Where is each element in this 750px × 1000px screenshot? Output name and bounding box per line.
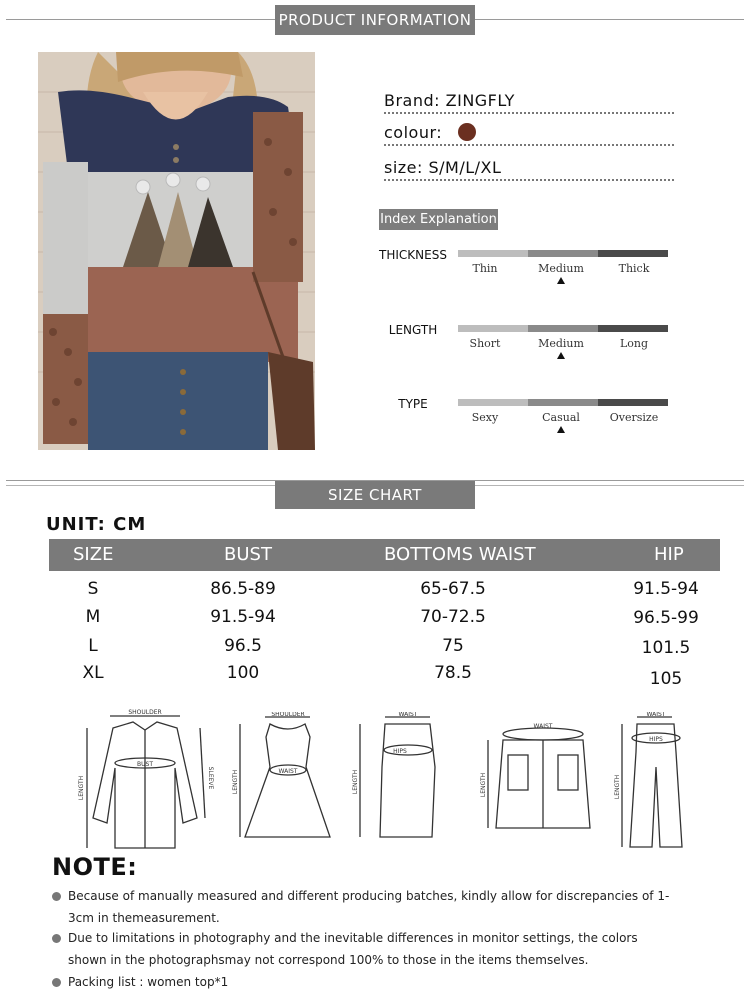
size-cell: 86.5-89 xyxy=(210,579,276,599)
brand-line xyxy=(384,91,674,110)
size-cell: 75 xyxy=(442,636,464,656)
size-chart-header: SIZE CHART xyxy=(275,481,475,509)
product-information-header: PRODUCT INFORMATION xyxy=(275,5,475,35)
note-3: Packing list : women top*1 xyxy=(68,975,229,989)
note-bullet-1 xyxy=(52,892,61,901)
size-cell: 78.5 xyxy=(434,663,472,683)
size-cell: 101.5 xyxy=(641,638,691,658)
size-cell: L xyxy=(88,636,98,656)
dress-shoulder-label: SHOULDER xyxy=(271,712,305,718)
size-cell: 96.5-99 xyxy=(633,608,699,628)
skirt-waist-label: WAIST xyxy=(398,712,418,718)
pants-waist-label: WAIST xyxy=(646,712,666,718)
scale-bar-segment xyxy=(458,250,528,257)
col-bottoms-waist: BOTTOMS WAIST xyxy=(384,544,536,565)
size-cell: XL xyxy=(82,663,104,683)
dress-diagram xyxy=(230,712,340,847)
scale-tick-label: Oversize xyxy=(609,411,659,424)
brand-text: Brand: ZINGFLY xyxy=(384,91,515,110)
size-cell: 96.5 xyxy=(224,636,262,656)
size-line xyxy=(384,158,674,177)
scale-bar-segment xyxy=(458,325,528,332)
size-cell: S xyxy=(87,579,99,599)
scale-tick-label: Sexy xyxy=(471,411,499,424)
colour-line xyxy=(384,123,674,142)
size-cell: 105 xyxy=(649,669,683,689)
colour-swatch xyxy=(458,123,476,141)
scale-tick-label: Short xyxy=(469,337,501,350)
skirt-hips-label: HIPS xyxy=(393,748,407,755)
scale-tick-label: Thick xyxy=(618,262,650,275)
scale-name-type: TYPE xyxy=(398,397,428,411)
colour-label: colour: xyxy=(384,123,443,142)
jacket-sleeve-label: SLEEVE xyxy=(207,766,214,790)
col-size: SIZE xyxy=(73,544,114,565)
size-cell: M xyxy=(85,607,101,627)
scale-bar-segment xyxy=(598,399,668,406)
size-text: size: S/M/L/XL xyxy=(384,158,502,177)
skirt-length-label: LENGTH xyxy=(352,769,359,795)
scale-selected-arrow xyxy=(557,277,565,284)
scale-name-length: LENGTH xyxy=(388,323,438,337)
scale-tick-label: Casual xyxy=(542,411,580,424)
note-title: NOTE: xyxy=(52,853,138,881)
short-skirt-length-label: LENGTH xyxy=(480,772,487,798)
scale-bar-segment xyxy=(528,250,598,257)
scale-bar-segment xyxy=(598,325,668,332)
pants-hips-label: HIPS xyxy=(649,736,663,743)
col-bust: BUST xyxy=(224,544,272,565)
scale-bar-segment xyxy=(598,250,668,257)
skirt-diagram xyxy=(350,712,450,847)
size-cell: 100 xyxy=(226,663,260,683)
short-skirt-waist-label: WAIST xyxy=(533,723,553,730)
scale-selected-arrow xyxy=(557,352,565,359)
size-cell: 91.5-94 xyxy=(633,579,699,599)
jacket-diagram xyxy=(75,708,215,853)
index-explanation-label: Index Explanation xyxy=(379,209,498,230)
jacket-shoulder-label: SHOULDER xyxy=(128,709,162,716)
scale-bar-segment xyxy=(458,399,528,406)
col-hip: HIP xyxy=(654,544,684,565)
size-cell: 91.5-94 xyxy=(210,607,276,627)
pants-diagram xyxy=(612,712,702,852)
scale-tick-label: Thin xyxy=(472,262,498,275)
unit-label: UNIT: CM xyxy=(46,514,147,535)
jacket-bust-label: BUST xyxy=(137,761,153,768)
scale-tick-label: Medium xyxy=(538,337,584,350)
short-skirt-diagram xyxy=(478,720,608,835)
scale-bar-segment xyxy=(528,399,598,406)
scale-tick-label: Long xyxy=(619,337,649,350)
note-bullet-3 xyxy=(52,978,61,987)
size-cell: 65-67.5 xyxy=(420,579,486,599)
note-2: Due to limitations in photography and the inevitable differences in monitor settings, the colors shown in the photographsmay not correspond 100% to those in the items themselves. xyxy=(68,931,638,967)
note-bullet-2 xyxy=(52,934,61,943)
dress-waist-label: WAIST xyxy=(278,768,298,775)
scale-bar-segment xyxy=(528,325,598,332)
product-photo xyxy=(38,52,315,450)
dress-length-label: LENGTH xyxy=(232,769,239,795)
scale-selected-arrow xyxy=(557,426,565,433)
size-cell: 70-72.5 xyxy=(420,607,486,627)
jacket-length-label: LENGTH xyxy=(78,775,85,801)
scale-name-thickness: THICKNESS xyxy=(379,248,447,262)
scale-tick-label: Medium xyxy=(538,262,584,275)
pants-length-label: LENGTH xyxy=(614,774,621,800)
note-1: Because of manually measured and different producing batches, kindly allow for discrepancies of 1-3cm in themeasurement. xyxy=(68,889,670,925)
size-table-header xyxy=(49,539,720,571)
